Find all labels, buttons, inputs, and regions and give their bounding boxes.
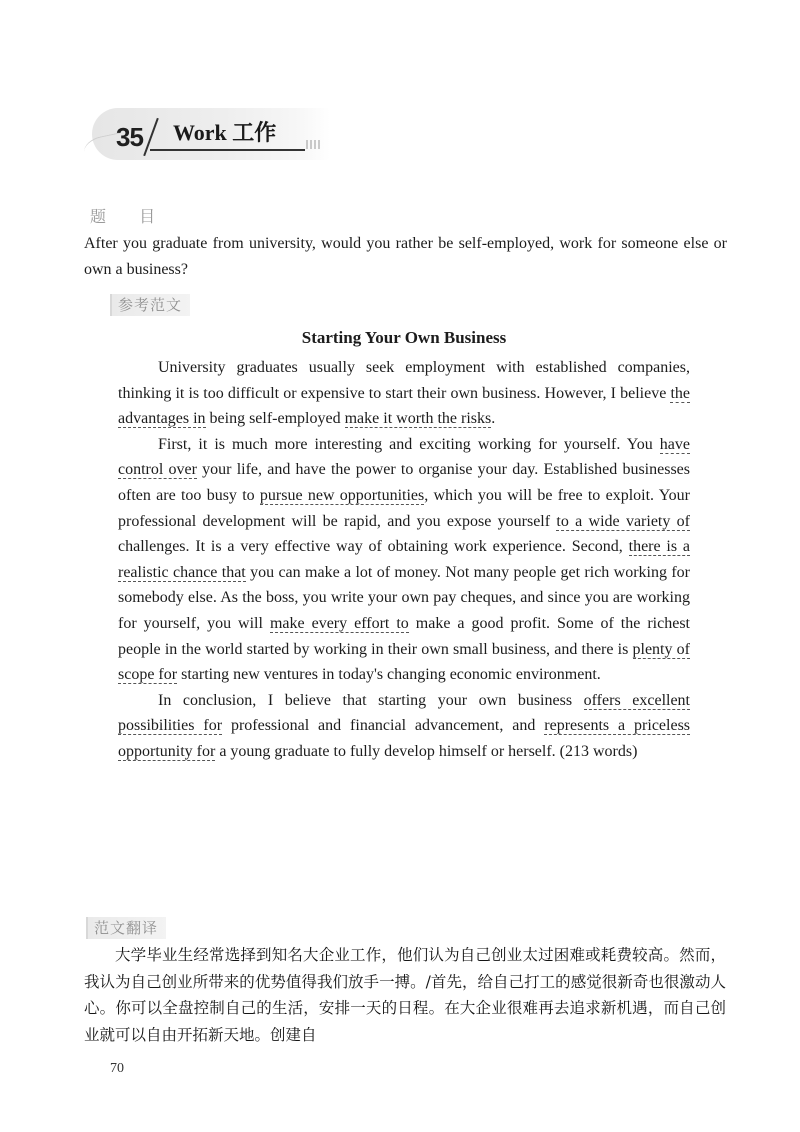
essay-prompt: After you graduate from university, would you rather be self-employed, work for someone else or own a business? <box>84 235 727 278</box>
essay-text: your life, and have the power to organise your day. Established businesses often are too busy to <box>118 461 691 504</box>
chapter-number: 35 <box>116 122 143 152</box>
essay-text: . <box>491 410 496 428</box>
underlined-phrase: plenty of scope for <box>118 640 690 684</box>
underlined-phrase: offers excellent possibilities for <box>118 691 691 735</box>
page-number: 70 <box>110 1061 124 1076</box>
chapter-title: Work 工作 <box>173 120 277 145</box>
essay-text: University graduates usually seek employment with established companies, thinking it is too difficult or expensive to start their own business. However, I believe <box>118 359 690 402</box>
essay-text: In conclusion, I believe that starting your own business <box>158 691 584 709</box>
essay-body <box>118 355 690 765</box>
underlined-phrase: there is a realistic chance that <box>118 538 691 581</box>
underlined-phrase: the advantages in <box>118 384 690 428</box>
reference-essay-label: 参考范文 <box>110 294 190 316</box>
essay-title: Starting Your Own Business <box>301 328 507 347</box>
essay-paragraph <box>118 432 690 688</box>
underlined-phrase: represents a priceless opportunity for <box>118 717 691 760</box>
underlined-phrase: pursue new opportunities <box>259 486 425 504</box>
essay-text: you can make a lot of money. Not many people get rich working for somebody else. As the boss, you write your own pay cheques, and since you are working for yourself, you will <box>118 563 690 632</box>
essay-text: a young graduate to fully develop himself or herself. (213 words) <box>215 742 638 760</box>
essay-text: make a good profit. Some of the richest people in the world started by working in their own small business, and there is <box>118 614 690 658</box>
essay-text: starting new ventures in today's changing economic environment. <box>177 666 601 684</box>
essay-translation: 大学毕业生经常选择到知名大企业工作，他们认为自己创业太过困难或耗费较高。然而，我认为自己创业所带来的优势值得我们放手一搏。/首先，给自己打工的感觉很新奇也很激动人心。你可以全盘控制自己的生活，安排一天的日程。在大企业很难再去追求新机遇，而自己创业就可以自由开拓新天地。创建自 <box>84 946 726 1044</box>
underlined-phrase: have control over <box>118 435 690 479</box>
essay-paragraph <box>118 688 690 765</box>
underlined-phrase: to a wide variety of <box>556 512 690 530</box>
essay-text: professional and financial advancement, and <box>222 717 545 735</box>
essay-text: First, it is much more interesting and exciting working for yourself. You <box>158 435 660 453</box>
chapter-rule <box>150 149 305 151</box>
chapter-dots-decoration <box>306 140 322 149</box>
underlined-phrase: make it worth the risks <box>344 410 492 428</box>
essay-text: being self-employed <box>205 410 345 428</box>
question-label: 题 目 <box>90 207 170 226</box>
essay-text: , which you will be free to exploit. Your professional development will be rapid, and you expose yourself <box>118 486 690 530</box>
essay-paragraph <box>118 355 690 432</box>
essay-text: challenges. It is a very effective way of obtaining work experience. Second, <box>118 538 629 556</box>
underlined-phrase: make every effort to <box>269 614 409 632</box>
translation-label: 范文翻译 <box>86 917 166 939</box>
